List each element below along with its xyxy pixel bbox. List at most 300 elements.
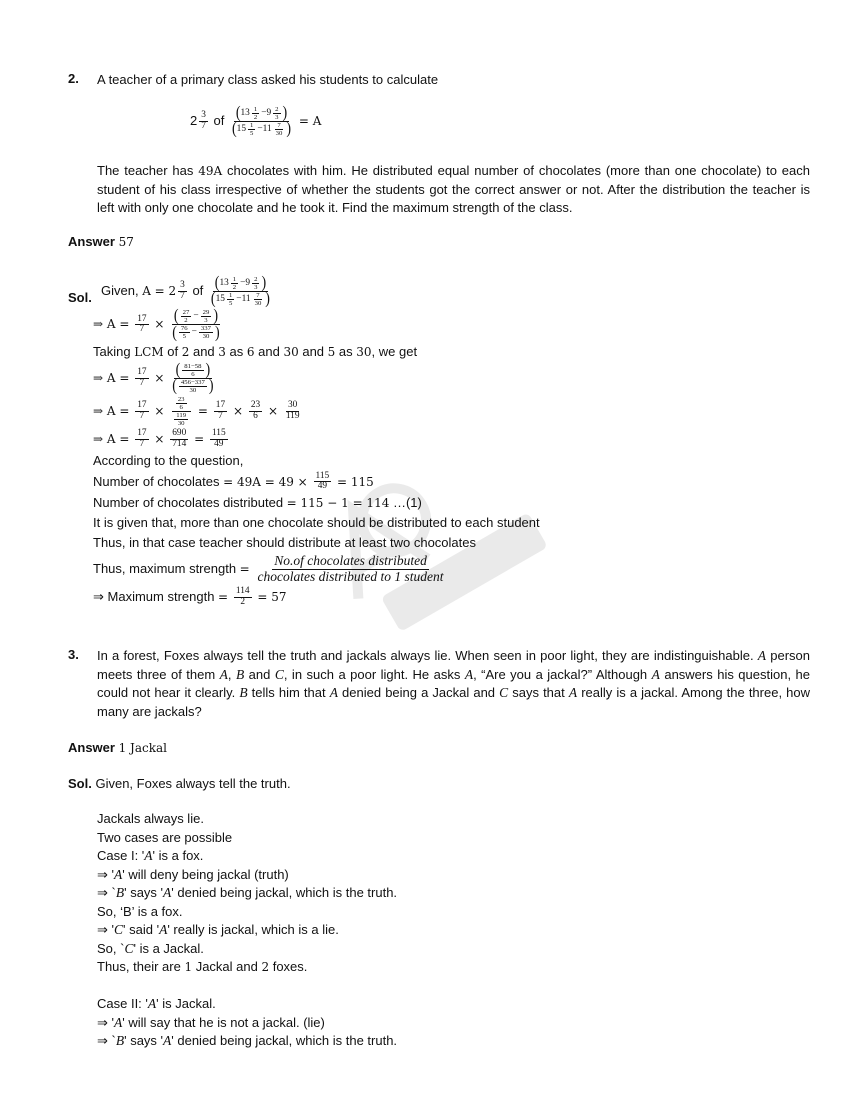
numerator — [273, 106, 280, 114]
text: 3 — [180, 280, 185, 291]
solution-label: Sol. — [68, 776, 92, 791]
denominator — [230, 119, 293, 139]
close-paren: ) — [215, 322, 220, 343]
text: −9 — [240, 277, 251, 288]
text: 2 — [240, 596, 246, 607]
numerator — [181, 309, 192, 317]
text: answers his question, he could not hear it clearly. — [97, 666, 810, 700]
solution-line — [93, 396, 304, 427]
text: 690 — [172, 428, 187, 438]
text: 81−58 — [184, 362, 202, 370]
text: ⇒ ` — [97, 1033, 116, 1048]
denominator — [238, 598, 247, 608]
text: According to the question, — [93, 452, 244, 468]
math-text: 6 — [246, 344, 255, 359]
fraction — [274, 122, 285, 137]
text: 2 — [190, 113, 198, 129]
solution-line — [97, 847, 203, 865]
text: So, ` — [97, 940, 125, 956]
math-variable: A — [651, 666, 660, 682]
denominator — [170, 376, 215, 396]
math-variable: No.of chocolates distributed — [274, 553, 427, 569]
text: 15 — [215, 293, 225, 304]
text: Jackals always lie. — [97, 811, 204, 826]
text: ⇒ ' — [97, 922, 114, 937]
fraction — [170, 429, 188, 450]
denominator — [182, 317, 189, 324]
text: chocolates with him. He distributed equal number of chocolates (more than one chocolate) to each student of his class irrespective of whether the students got the correct answer or not. After the distribution the teacher is left with only one chocolate and he took it. Find the maximum strength of the class. — [97, 163, 810, 215]
text: ⇒ ' — [97, 1014, 114, 1030]
text: 337 — [200, 325, 211, 333]
text: ' will deny being jackal (truth) — [122, 866, 289, 882]
question-number: 2. — [68, 71, 79, 86]
denominator — [274, 130, 285, 137]
text: 30 — [275, 130, 283, 138]
close-paren: ) — [205, 360, 211, 380]
fraction — [214, 401, 227, 422]
math-text: = 115 — [333, 474, 374, 489]
fraction — [135, 401, 148, 422]
numerator — [174, 412, 188, 420]
numerator — [201, 309, 212, 317]
text: , in such a poor light. He asks — [283, 666, 465, 682]
denominator — [170, 412, 192, 427]
denominator — [138, 325, 147, 335]
numerator — [234, 103, 289, 123]
fraction — [284, 401, 302, 422]
math-text: = 57 — [253, 589, 287, 604]
text: 3 — [204, 317, 208, 325]
close-paren: ) — [213, 306, 218, 326]
text: 13 — [219, 277, 229, 288]
text: 27 — [182, 309, 190, 317]
fraction — [135, 368, 148, 389]
question-formula — [190, 103, 322, 139]
fraction — [227, 292, 234, 307]
fraction — [135, 315, 148, 336]
solution-line — [93, 534, 476, 552]
text: 17 — [137, 313, 147, 324]
text: 3 — [201, 110, 206, 121]
parenthesized — [235, 103, 288, 123]
math-text: × — [150, 431, 169, 446]
open-paren: ( — [173, 306, 179, 326]
text: 7 — [277, 122, 281, 130]
text: ' says ' — [124, 885, 164, 900]
text: 456−337 — [180, 378, 205, 386]
denominator — [181, 333, 188, 340]
solution-line — [93, 494, 422, 512]
close-paren: ) — [265, 289, 270, 309]
text: ' says ' — [124, 1033, 164, 1048]
denominator — [252, 114, 259, 121]
fraction — [230, 103, 293, 139]
text: ' is a fox. — [152, 848, 204, 863]
math-text: = 49A = 49 × — [223, 474, 312, 489]
denominator — [189, 371, 196, 378]
text: 30 — [177, 419, 185, 427]
text: 2 — [253, 114, 258, 122]
math-text: ⇒ A = — [93, 370, 134, 385]
math-text: × — [150, 317, 169, 332]
solution-line — [97, 903, 183, 921]
fraction — [231, 276, 238, 291]
text: 1 — [228, 292, 233, 300]
text: − — [193, 310, 199, 321]
text: tells him that — [247, 685, 330, 700]
parenthesized — [172, 322, 220, 343]
math-text: × — [264, 403, 282, 418]
solution-line — [97, 940, 204, 958]
denominator — [256, 570, 446, 585]
parenthesized — [231, 119, 292, 139]
numerator — [272, 554, 429, 570]
solution-line — [93, 343, 417, 361]
text: ' said ' — [123, 922, 160, 937]
text: 115 — [211, 428, 226, 438]
text: 29 — [202, 309, 210, 317]
solution-line — [97, 995, 216, 1013]
numerator — [231, 276, 238, 284]
solution-line — [97, 921, 339, 939]
solution-line — [97, 829, 232, 847]
text: 30 — [189, 386, 197, 394]
fraction — [178, 281, 187, 302]
solution-line — [101, 273, 274, 309]
text: 2 — [232, 284, 237, 292]
denominator — [253, 300, 264, 307]
numerator — [179, 325, 190, 333]
math-text: 2 — [181, 344, 190, 359]
denominator — [252, 284, 259, 291]
fraction — [135, 429, 148, 450]
numerator — [213, 273, 268, 293]
numerator — [199, 325, 213, 333]
text: It is given that, more than one chocolate should be distributed to each student — [93, 515, 540, 531]
text: 5 — [182, 333, 186, 341]
answer-value: 57 — [118, 235, 134, 249]
text: and — [298, 343, 328, 359]
fraction — [273, 106, 280, 121]
text: as — [335, 343, 357, 359]
solution-line — [97, 958, 307, 976]
math-variable: C — [124, 940, 134, 956]
math-variable: A — [464, 666, 474, 682]
denominator — [178, 292, 187, 302]
text: 7 — [139, 324, 145, 335]
numerator — [275, 122, 282, 130]
question-number: 3. — [68, 647, 79, 662]
solution-line — [93, 360, 218, 396]
text: 7 — [256, 292, 260, 300]
math-text: = — [194, 403, 212, 418]
denominator — [216, 412, 225, 422]
math-text: = 115 − 1 = 114 — [286, 496, 390, 511]
math-text: 30 — [283, 344, 299, 359]
denominator — [176, 420, 187, 427]
text: Two cases are possible — [97, 829, 233, 845]
text: 7 — [201, 121, 206, 132]
answer-line — [68, 233, 134, 251]
text: 49 — [317, 481, 328, 492]
text: 6 — [179, 403, 183, 411]
numerator — [252, 276, 259, 284]
math-variable: C — [499, 685, 509, 700]
math-text: 1 — [184, 960, 193, 974]
numerator — [227, 292, 234, 300]
answer-value: 1 Jackal — [118, 741, 167, 755]
fraction — [176, 396, 187, 411]
text: 2 — [184, 317, 188, 325]
solution-line — [93, 554, 448, 585]
fraction — [210, 429, 228, 450]
math-variable: A — [114, 866, 123, 882]
text: −9 — [261, 107, 272, 118]
close-paren: ) — [286, 119, 292, 139]
math-text: = — [218, 589, 232, 604]
text: 119 — [176, 411, 187, 419]
text: 7 — [139, 438, 145, 449]
text: ' will say that he is not a jackal. (lie) — [122, 1014, 325, 1030]
solution-label: Sol. — [68, 290, 92, 305]
text: 5 — [250, 130, 254, 138]
text: 7 — [180, 291, 185, 302]
fraction — [181, 309, 192, 324]
open-paren: ( — [172, 376, 177, 396]
math-variable: A — [219, 666, 228, 682]
text: Thus, their are — [97, 959, 185, 974]
numerator — [174, 360, 213, 380]
text: Jackal and — [192, 959, 262, 974]
text: 2 — [275, 106, 279, 113]
text: − — [191, 327, 197, 338]
text: 7 — [139, 377, 145, 388]
solution-line — [97, 866, 289, 884]
denominator — [212, 440, 225, 450]
text: 3 — [254, 284, 258, 292]
parenthesized — [175, 360, 211, 380]
denominator — [201, 333, 212, 340]
solution-line — [93, 587, 287, 608]
fraction — [170, 360, 215, 396]
question-intro: A teacher of a primary class asked his students to calculate — [97, 72, 439, 87]
text: −11 — [257, 123, 272, 134]
text: says that — [508, 685, 569, 700]
text: 30 — [254, 300, 262, 308]
text: In a forest, Foxes always tell the truth and jackals always lie. When seen in poor light, they are indistinguishable. — [97, 648, 758, 663]
text: 3 — [275, 114, 279, 122]
denominator — [227, 300, 234, 307]
text: ⇒ ' — [97, 866, 114, 882]
math-text: ⇒ A = — [93, 431, 134, 446]
answer-label: Answer — [68, 234, 115, 249]
math-text: 3 — [218, 344, 226, 359]
math-variable: B — [115, 1033, 125, 1048]
text: 30 — [288, 400, 298, 411]
text: So, ‘B’ is a fox. — [97, 903, 183, 919]
answer-label: Answer — [68, 740, 115, 755]
math-variable: A — [114, 1014, 123, 1030]
text: , we get — [371, 343, 418, 359]
text: of — [209, 113, 228, 129]
text: Case II: ' — [97, 996, 148, 1011]
text: foxes. — [269, 959, 308, 974]
numerator — [254, 292, 261, 300]
math-text: A = 2 — [142, 284, 177, 299]
text: ' denied being jackal, which is the truth. — [171, 885, 398, 900]
denominator — [188, 387, 199, 394]
numerator — [252, 106, 259, 114]
math-variable: A — [757, 648, 767, 663]
text: 7 — [139, 410, 145, 421]
math-variable: B — [235, 666, 245, 682]
math-text: 30 — [356, 344, 372, 359]
text: 17 — [137, 428, 147, 438]
fraction — [199, 111, 208, 132]
denominator — [284, 412, 302, 422]
solution-line — [93, 452, 243, 470]
numerator — [182, 363, 203, 371]
text: Thus, maximum strength — [93, 561, 240, 576]
text: 6 — [191, 370, 195, 378]
fraction — [170, 396, 192, 427]
text: Number of chocolates distributed — [93, 495, 287, 511]
text: 6 — [253, 410, 258, 421]
solution-line — [97, 1032, 397, 1050]
math-text: = A — [295, 114, 322, 129]
close-paren: ) — [282, 103, 288, 123]
math-variable: A — [159, 922, 168, 937]
text: as — [225, 343, 247, 359]
text: The teacher has — [97, 163, 199, 178]
denominator — [138, 440, 147, 450]
math-variable: A — [163, 1033, 172, 1048]
text: Number of chocolates — [93, 473, 224, 489]
numerator — [172, 396, 191, 412]
text: −11 — [236, 293, 251, 304]
text: 13 — [240, 107, 250, 118]
text: 17 — [137, 400, 147, 411]
text: 1 — [250, 122, 254, 130]
fraction — [256, 554, 446, 585]
math-text: = — [239, 562, 254, 576]
text: 119 — [285, 410, 300, 421]
text: 1 — [253, 106, 258, 113]
fraction — [209, 273, 272, 309]
text: Case I: ' — [97, 848, 145, 863]
open-paren: ( — [210, 289, 216, 309]
text: denied being a Jackal and — [337, 685, 500, 700]
fraction — [248, 122, 255, 137]
text: 49 — [214, 438, 224, 449]
text: of — [188, 283, 207, 299]
denominator — [251, 412, 260, 422]
denominator — [170, 322, 221, 343]
solution-line — [97, 1014, 325, 1032]
text: …(1) — [389, 495, 422, 511]
math-text: 2 — [261, 960, 270, 974]
fraction — [252, 276, 259, 291]
math-text: ⇒ A = — [93, 403, 134, 418]
text: 23 — [177, 395, 185, 403]
solution-line — [93, 306, 224, 343]
text: and — [244, 666, 275, 682]
text: 2 — [254, 276, 258, 283]
math-variable: A — [329, 685, 338, 700]
fraction — [201, 309, 212, 324]
math-variable: chocolates distributed to 1 student — [257, 569, 444, 585]
denominator — [209, 289, 272, 309]
text: 714 — [172, 438, 187, 449]
text: really is a jackal. Among the three, how many are jackals? — [97, 685, 811, 719]
math-variable: B — [115, 885, 125, 900]
math-text: = — [190, 431, 208, 446]
open-paren: ( — [175, 360, 181, 380]
math-text: × — [150, 403, 169, 418]
text: 7 — [218, 410, 223, 421]
open-paren: ( — [172, 322, 177, 343]
fraction — [234, 587, 252, 608]
close-paren: ) — [261, 273, 267, 293]
text: 30 — [202, 333, 210, 341]
fraction — [199, 325, 213, 340]
denominator — [138, 379, 147, 389]
text: 23 — [250, 400, 261, 411]
text: 17 — [215, 400, 226, 411]
text: 15 — [236, 123, 246, 134]
solution-text: Given, Foxes always tell the truth. — [95, 776, 291, 791]
text: 1 — [232, 276, 237, 283]
fraction — [253, 292, 264, 307]
math-text: × — [150, 370, 169, 385]
fraction — [170, 306, 221, 343]
open-paren: ( — [231, 119, 237, 139]
fraction — [252, 106, 259, 121]
fraction — [249, 401, 262, 422]
fraction — [174, 412, 188, 427]
text: and — [189, 343, 219, 359]
parenthesized — [173, 306, 218, 326]
text: ' denied being jackal, which is the truth. — [171, 1033, 398, 1048]
math-text: 5 — [327, 344, 336, 359]
solution-first-line — [68, 775, 291, 793]
text: of — [163, 343, 182, 359]
denominator — [170, 440, 188, 450]
fraction — [179, 325, 190, 340]
denominator — [177, 404, 184, 411]
close-paren: ) — [208, 376, 214, 396]
denominator — [248, 130, 255, 137]
text: 17 — [137, 366, 147, 377]
text: ' is a Jackal. — [133, 940, 204, 956]
parenthesized — [214, 273, 267, 293]
math-variable: A — [144, 848, 153, 863]
question-text — [97, 162, 810, 218]
text: , — [227, 666, 236, 682]
math-variable: B — [239, 685, 248, 700]
solution-line — [93, 429, 230, 450]
fraction — [179, 379, 207, 394]
solution-line — [97, 810, 204, 828]
numerator — [248, 122, 255, 130]
open-paren: ( — [235, 103, 241, 123]
parenthesized — [172, 376, 214, 396]
text: 76 — [180, 325, 188, 333]
math-variable: A — [147, 996, 157, 1011]
denominator — [199, 122, 208, 132]
text: 114 — [235, 585, 250, 596]
numerator — [172, 306, 220, 326]
